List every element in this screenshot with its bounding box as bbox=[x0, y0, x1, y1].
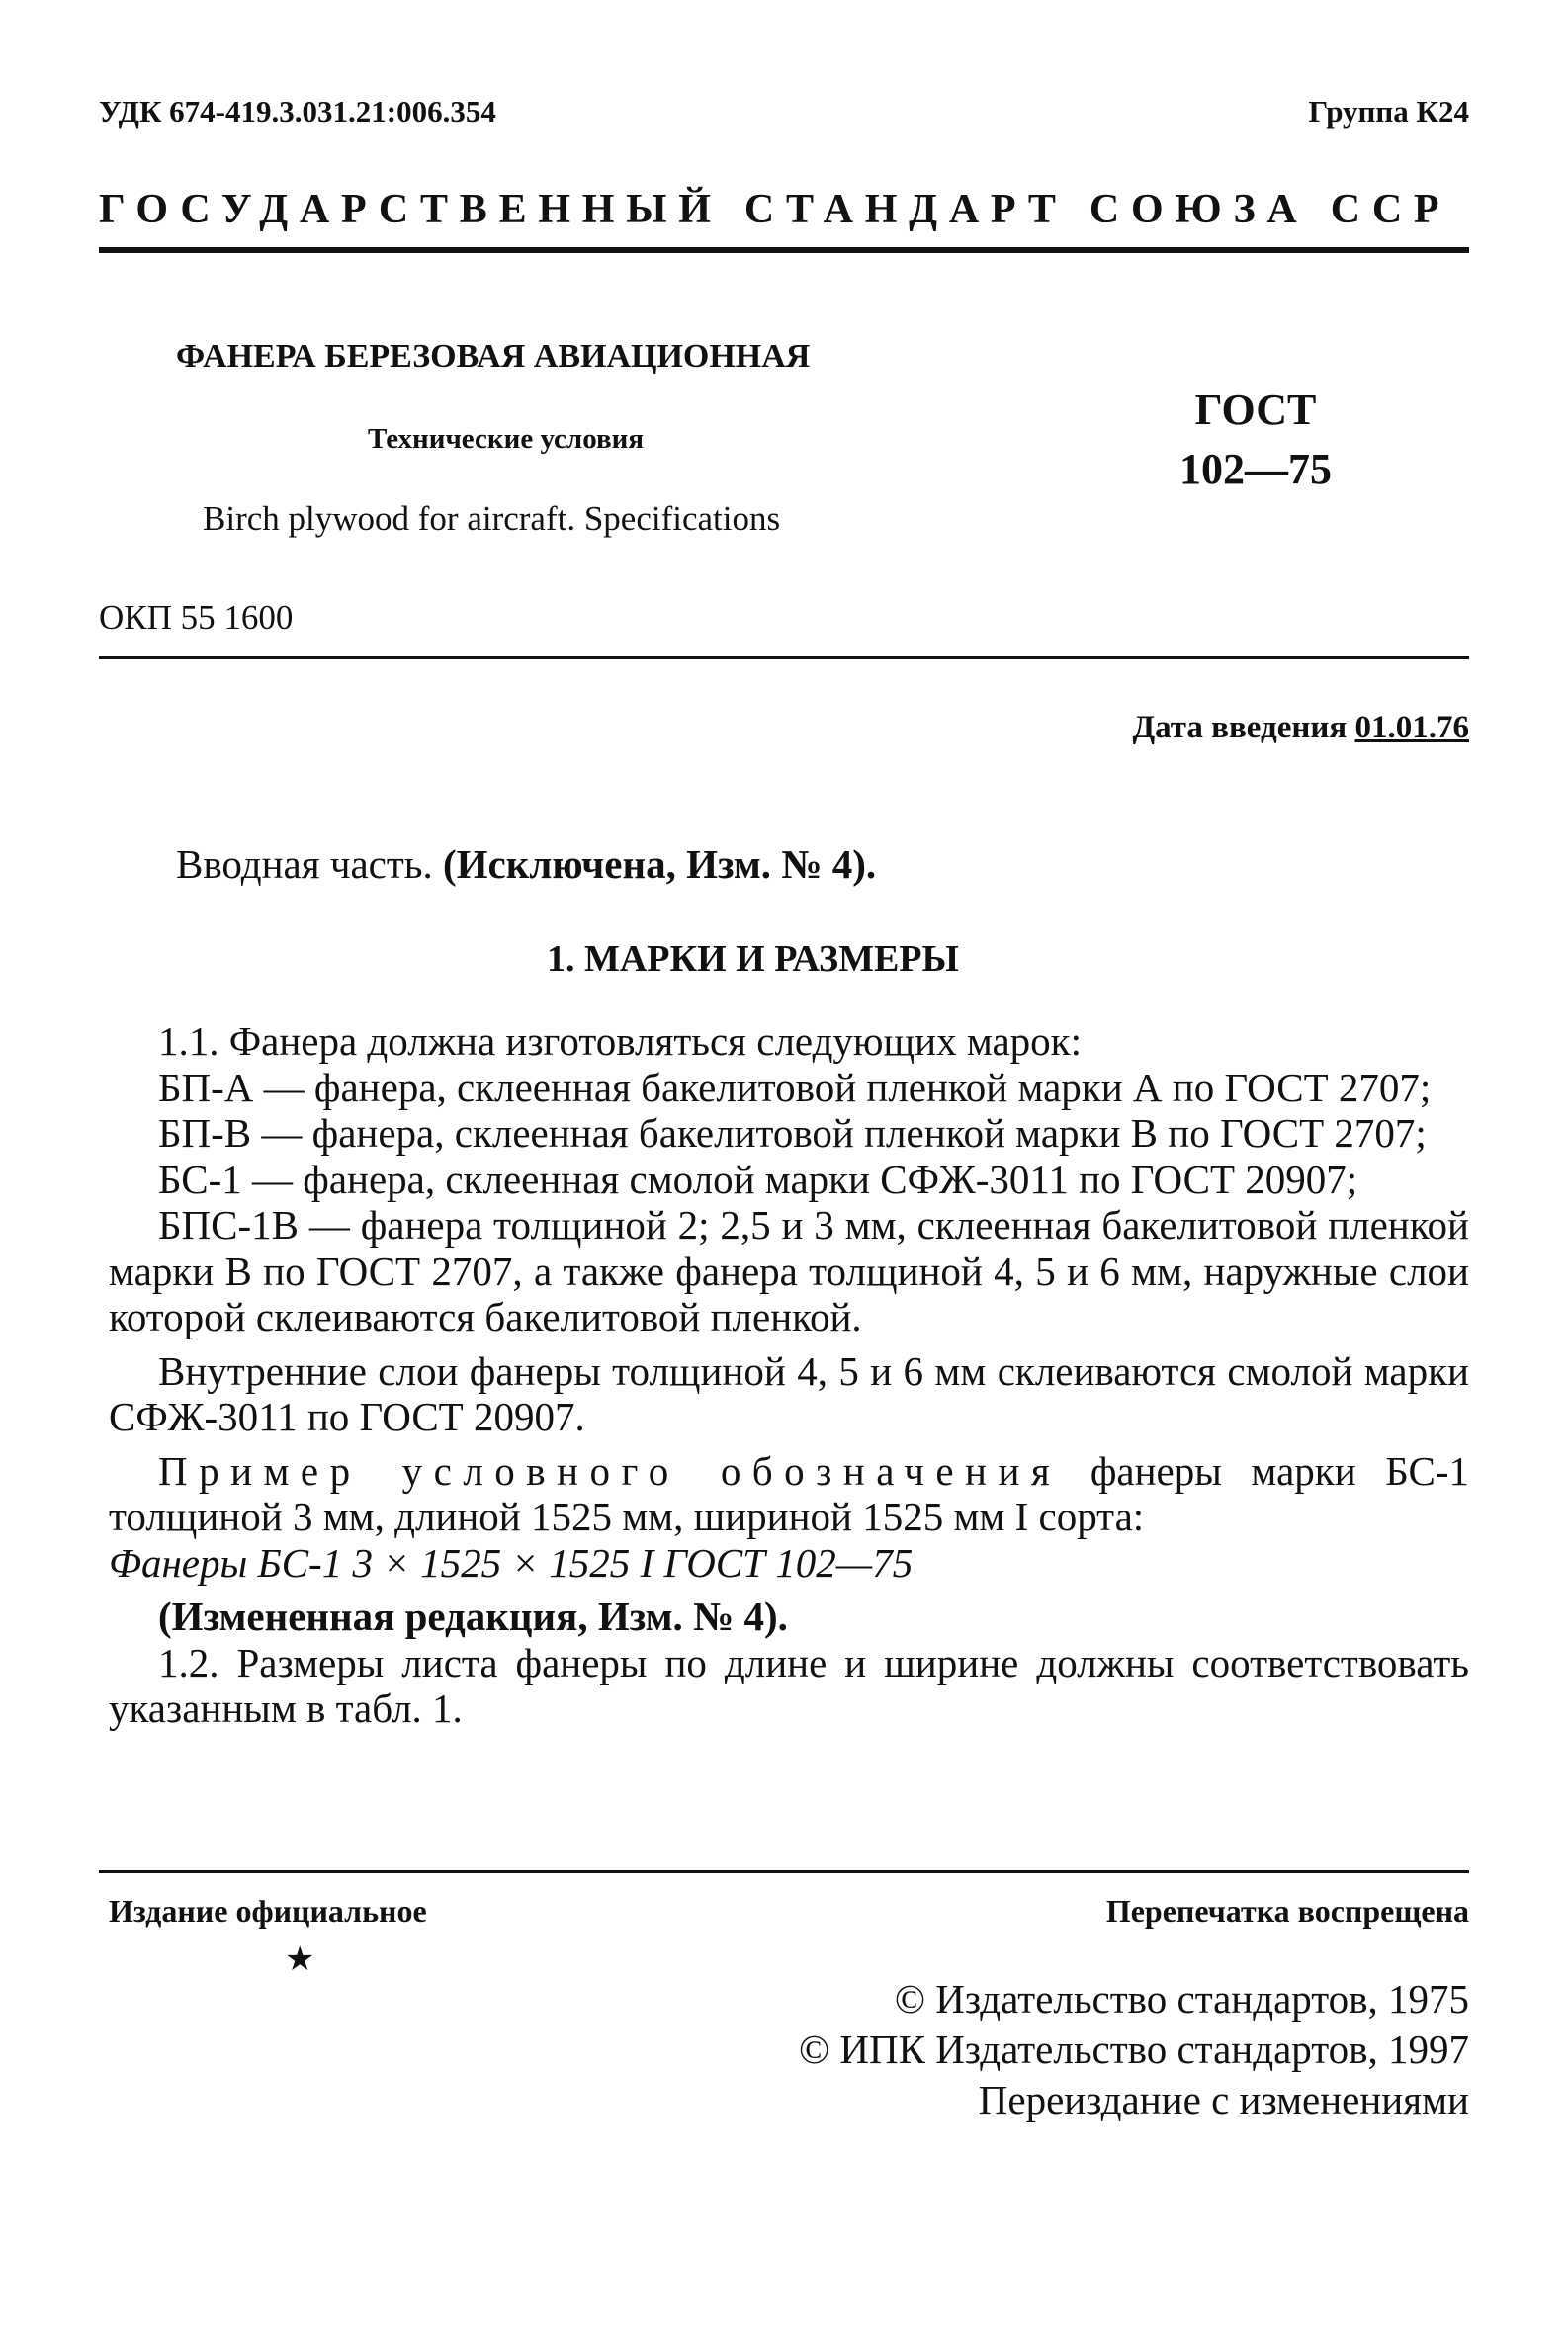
reprint-prohibited: Перепечатка воспрещена bbox=[1105, 1893, 1469, 1929]
inner-layers-paragraph: Внутренние слои фанеры толщиной 4, 5 и 6 мм склеиваются смолой марки СФЖ-3011 по ГОСТ 20907. bbox=[109, 1347, 1469, 1439]
footer-rule bbox=[99, 1870, 1469, 1873]
copyright-1997: © ИПК Издательство стандартов, 1997 bbox=[798, 2027, 1469, 2072]
grade-bps-1v: БПС-1В — фанера толщиной 2; 2,5 и 3 мм, склеенная бакелитовой пленкой марки В по ГОСТ 2707, а также фанера толщиной 4, 5 и 6 мм, наружные слои которой склеиваются бакелитовой пленкой. bbox=[109, 1202, 1469, 1339]
udk-code: УДК 674-419.3.031.21:006.354 bbox=[99, 94, 496, 129]
standard-title: ГОСУДАРСТВЕННЫЙ СТАНДАРТ СОЮЗА ССР bbox=[99, 187, 1451, 232]
grade-bp-v: БП-В — фанера, склеенная бакелитовой пленкой марки В по ГОСТ 2707; bbox=[158, 1110, 1427, 1156]
reissue-note: Переиздание с изменениями bbox=[978, 2077, 1469, 2122]
star-icon: ★ bbox=[285, 1942, 315, 1978]
gost-label: ГОСТ bbox=[1194, 386, 1317, 434]
header-rule bbox=[99, 247, 1469, 253]
example-rest: фанеры марки БС-1 толщиной 3 мм, длиной 1525 мм, шириной 1525 мм I сорта: bbox=[109, 1447, 1470, 1539]
document-title: ФАНЕРА БЕРЕЗОВАЯ АВИАЦИОННАЯ bbox=[176, 338, 811, 375]
introduction-date-label: Дата введения bbox=[1132, 710, 1348, 745]
introduction-date-value: 01.01.76 bbox=[1354, 710, 1469, 745]
example-designation: Фанеры БС-1 3 × 1525 × 1525 I ГОСТ 102—75 bbox=[109, 1539, 914, 1586]
gost-number: 102—75 bbox=[1179, 445, 1332, 493]
section-heading: 1. МАРКИ И РАЗМЕРЫ bbox=[547, 938, 959, 980]
paragraph-1-2: 1.2. Размеры листа фанеры по длине и ширине должны соответствовать указанным в табл. 1. bbox=[109, 1639, 1469, 1731]
intro-text: Вводная часть. bbox=[176, 841, 433, 887]
group-code: Группа К24 bbox=[1308, 94, 1469, 129]
copyright-1975: © Издательство стандартов, 1975 bbox=[894, 1976, 1469, 2022]
introduction-date bbox=[1132, 710, 1469, 746]
example-paragraph bbox=[109, 1448, 1469, 1540]
intro-note: (Исключена, Изм. № 4). bbox=[442, 841, 877, 887]
intro-paragraph bbox=[176, 840, 876, 888]
official-edition: Издание официальное bbox=[109, 1893, 427, 1929]
english-title: Birch plywood for aircraft. Specifications bbox=[203, 499, 781, 538]
section-body bbox=[109, 1018, 1469, 1732]
gost-designation bbox=[1097, 381, 1414, 499]
example-lead: Пример условного обозначения bbox=[158, 1447, 1062, 1494]
amendment-note: (Измененная редакция, Изм. № 4). bbox=[158, 1594, 788, 1639]
grade-bs-1: БС-1 — фанера, склеенная смолой марки СФЖ-3011 по ГОСТ 20907; bbox=[158, 1156, 1358, 1202]
okp-code: ОКП 55 1600 bbox=[99, 598, 294, 637]
paragraph-1-1: 1.1. Фанера должна изготовляться следующих марок: bbox=[158, 1018, 1082, 1064]
title-rule bbox=[99, 656, 1469, 659]
document-subtitle: Технические условия bbox=[368, 423, 645, 455]
grade-bp-a: БП-А — фанера, склеенная бакелитовой пленкой марки А по ГОСТ 2707; bbox=[158, 1064, 1432, 1110]
